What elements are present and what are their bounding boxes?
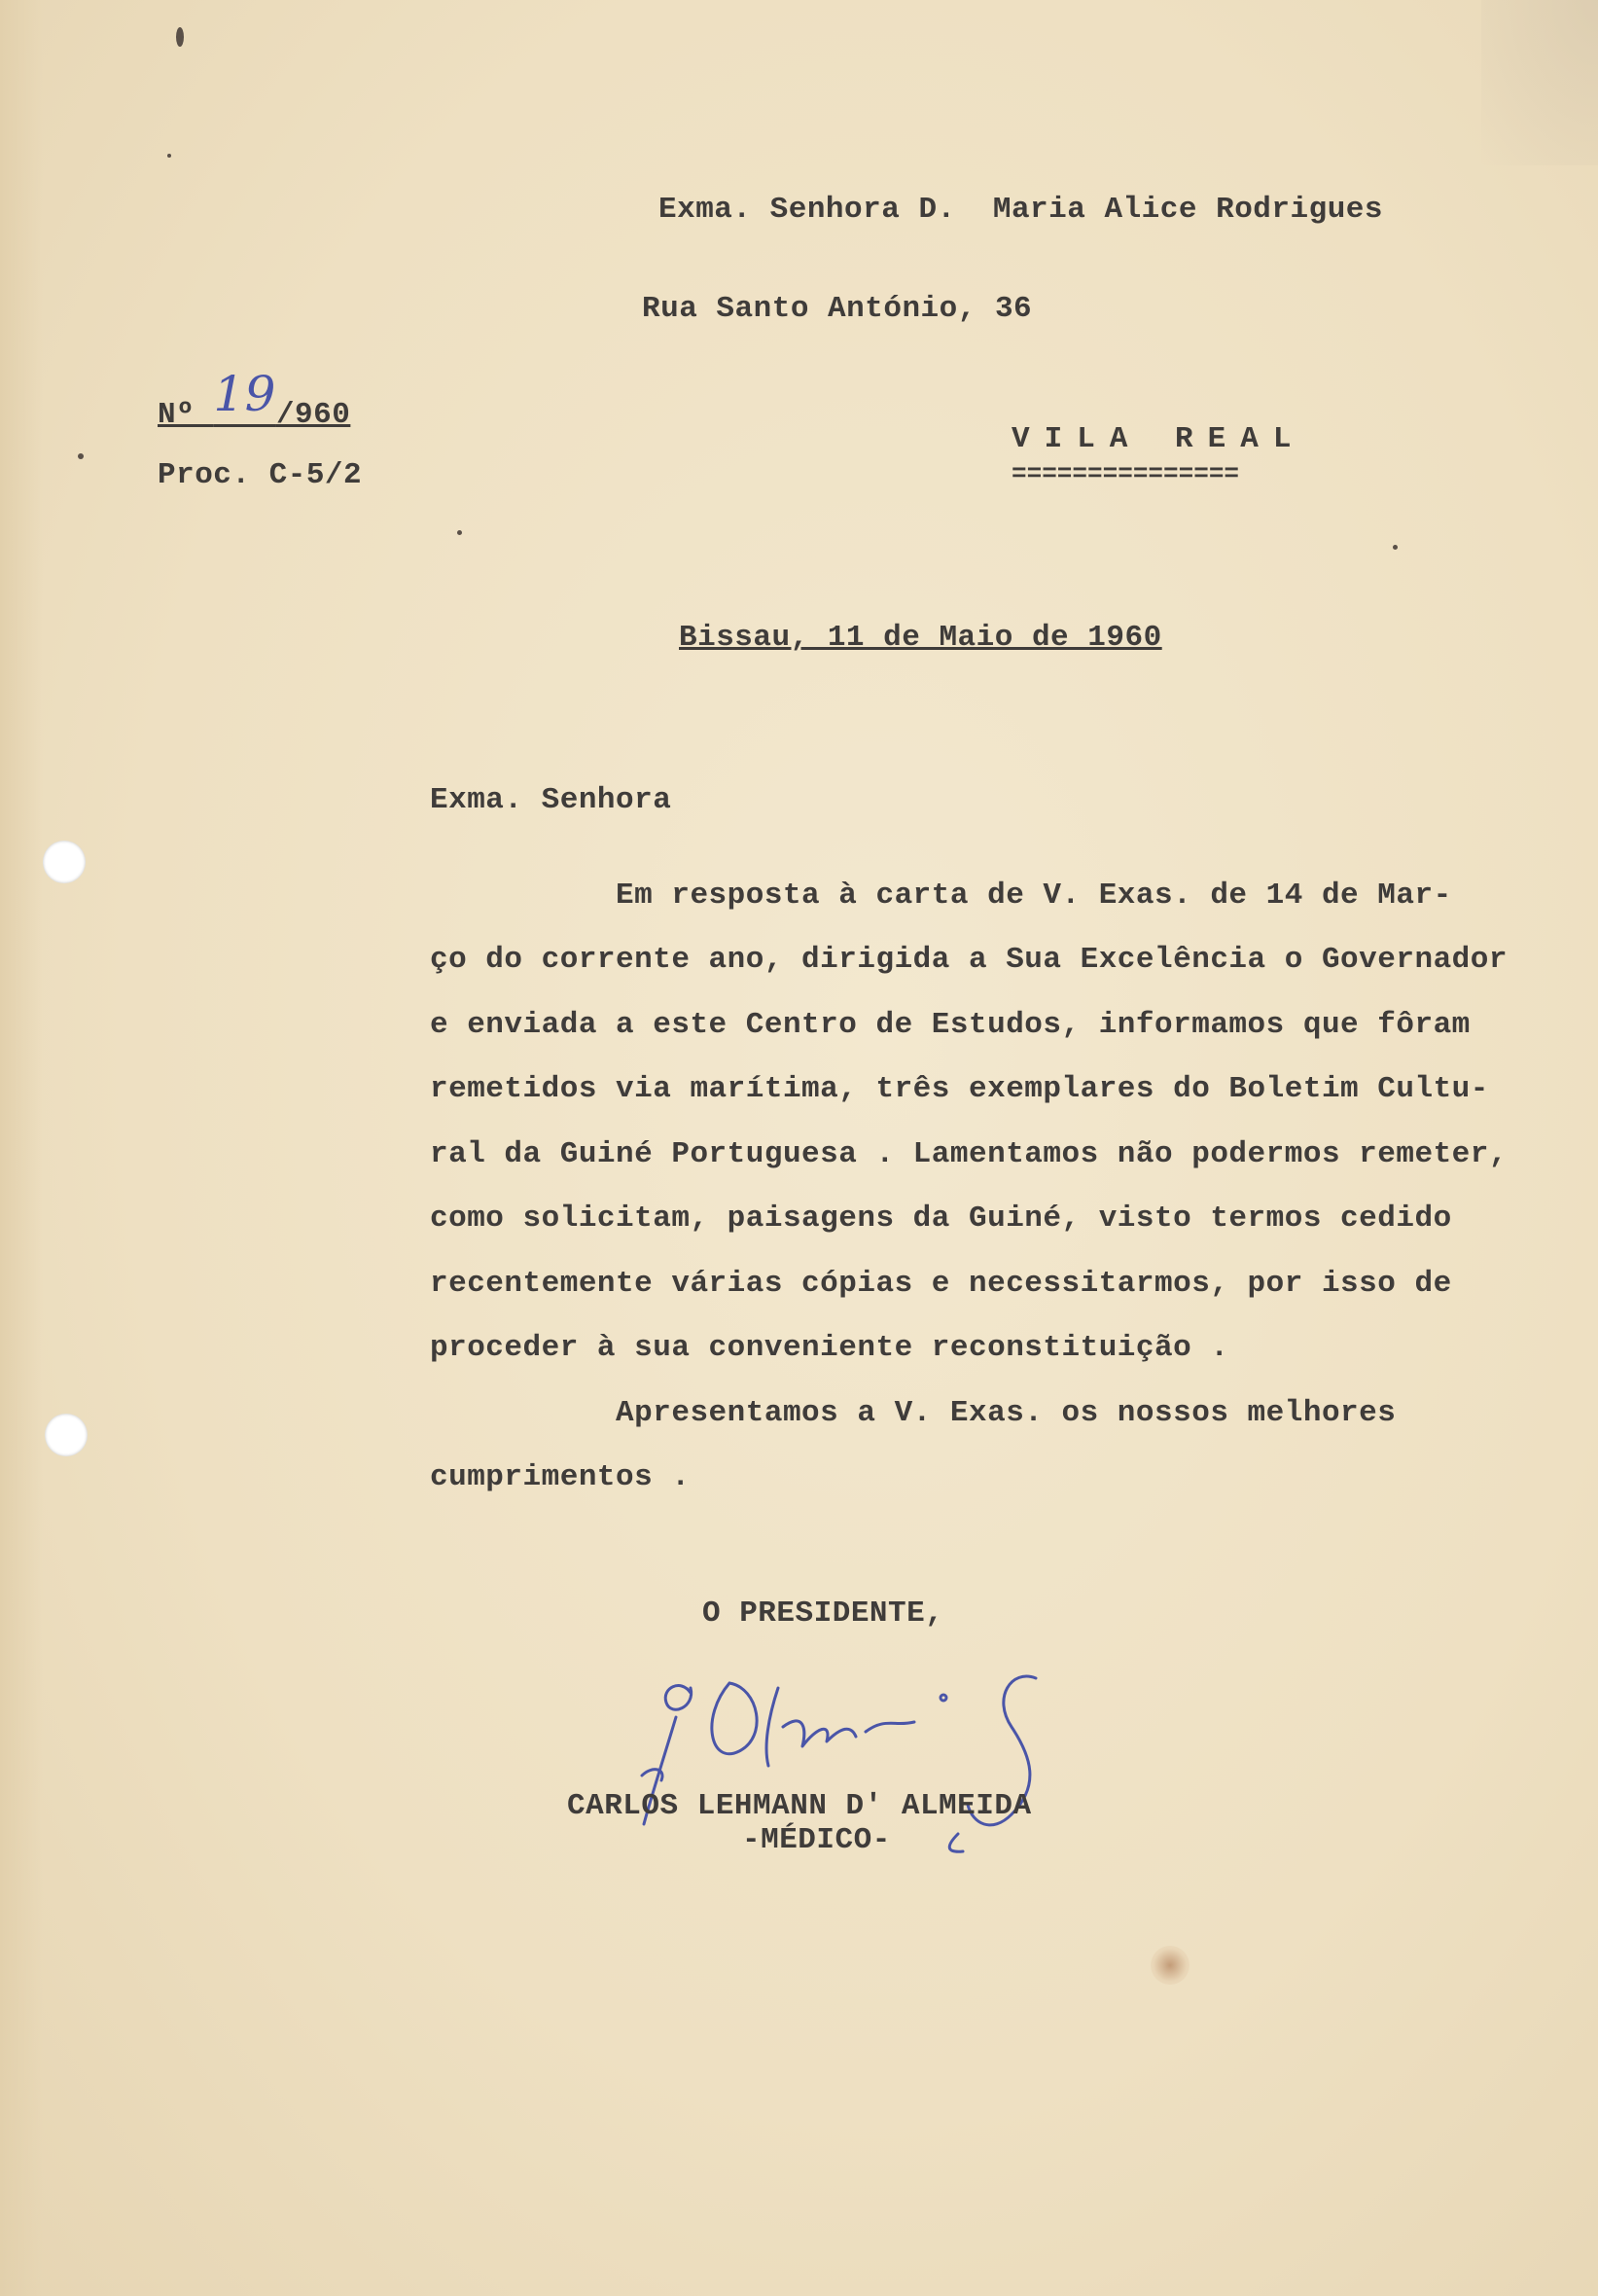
body-line: remetidos via marítima, três exemplares do Boletim Cultu- [430,1072,1489,1106]
paper-speck [176,27,184,47]
signer-name: CARLOS LEHMANN D' ALMEIDA [567,1789,1032,1823]
body-line: Em resposta à carta de V. Exas. de 14 de Mar- [430,879,1452,913]
reference-number-suffix: /960 [275,398,351,432]
city-heading-rule: =============== [1012,459,1240,488]
reference-number-prefix: Nº [158,398,214,432]
body-line: cumprimentos . [430,1460,691,1494]
body-line: como solicitam, paisagens da Guiné, visto termos cedido [430,1202,1452,1236]
body-line: e enviada a este Centro de Estudos, informamos que fôram [430,1008,1471,1042]
paper-speck [167,154,171,158]
paper-stain [1481,0,1598,165]
rust-stain [1151,1946,1190,1985]
date-line: Bissau, 11 de Maio de 1960 [679,621,1162,655]
reference-number [158,366,351,434]
addressee-line: Exma. Senhora D. Maria Alice Rodrigues [658,193,1384,227]
paper-edge-shadow [0,0,43,2296]
punch-hole [43,841,86,883]
paper-speck [1393,545,1398,550]
city-heading: VILA REAL [1012,422,1306,456]
body-line: ço do corrente ano, dirigida a Sua Excelência o Governador [430,943,1508,977]
body-line: ral da Guiné Portuguesa . Lamentamos não podermos remeter, [430,1137,1508,1171]
body-line: recentemente várias cópias e necessitarmos, por isso de [430,1267,1452,1301]
closing-title: O PRESIDENTE, [702,1596,944,1631]
street-address: Rua Santo António, 36 [642,292,1033,326]
salutation: Exma. Senhora [430,783,672,817]
signer-role: -MÉDICO- [742,1823,891,1857]
body-line: Apresentamos a V. Exas. os nossos melhores [430,1396,1397,1430]
process-reference: Proc. C-5/2 [158,458,363,492]
body-line: proceder à sua conveniente reconstituição . [430,1331,1229,1365]
paper-speck [78,453,84,459]
reference-number-handwritten: 19 [213,366,276,422]
punch-hole [45,1414,88,1456]
paper-speck [457,530,462,535]
